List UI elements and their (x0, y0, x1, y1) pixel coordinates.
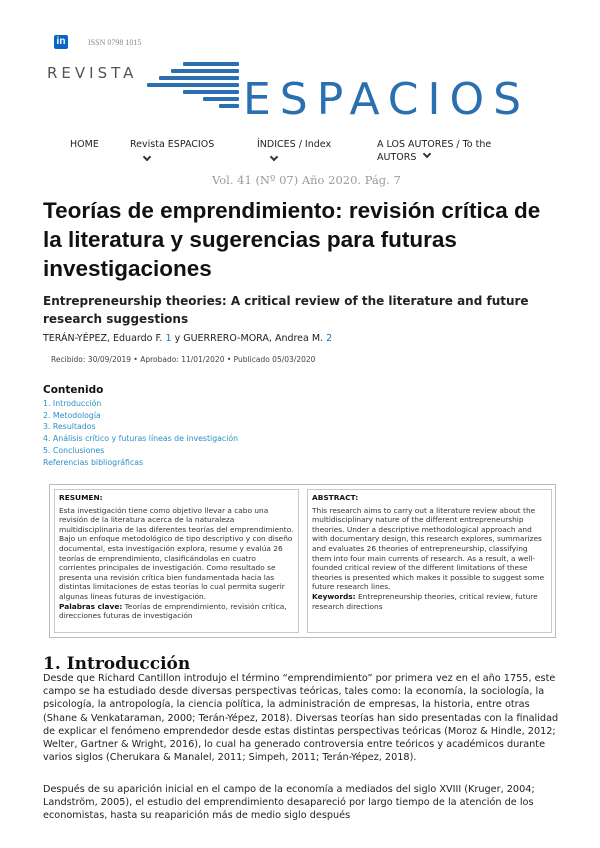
resumen-keywords (59, 602, 294, 621)
article-subtitle: Entrepreneurship theories: A critical review of the literature and future research suggestions (43, 294, 529, 326)
chevron-down-icon[interactable] (270, 153, 278, 161)
brand-small-text: REVISTA (47, 64, 138, 82)
table-of-contents (43, 384, 443, 468)
nav-item-label: HOME (70, 139, 99, 150)
volume-info: Vol. 41 (Nº 07) Año 2020. Pág. 7 (212, 173, 401, 187)
section-heading: 1. Introducción (43, 654, 191, 674)
chevron-down-icon[interactable] (423, 150, 431, 158)
journal-masthead[interactable] (47, 58, 557, 128)
article-title: Teorías de emprendimiento: revisión crítica de la literatura y sugerencias para futuras investigaciones (43, 198, 541, 281)
chevron-down-icon[interactable] (143, 153, 151, 161)
logo-stripes-icon (143, 62, 243, 118)
keywords-text: Entrepreneurship theories, critical review, future research directions (312, 591, 538, 611)
abstract-text: This research aims to carry out a literature review about the multidisciplinary nature of the different entrepreneurship theories. Under a descriptive methodological approach and with documentary design, this research explores, summarizes and evaluates 26 theories of entrepreneurship, classifying them into four main currents of research. As a result, a well-founded critical review of the different limitations of these theories is presented which makes it possible to suggest some future research lines. (312, 505, 545, 592)
keywords-label: Palabras clave: (59, 601, 123, 611)
nav-item-home[interactable] (70, 138, 99, 151)
toc-link[interactable]: 5. Conclusiones (43, 445, 105, 455)
issn-label: ISSN 0798 1015 (88, 37, 142, 47)
main-nav (70, 138, 540, 168)
author-affiliation-link[interactable]: 2 (326, 333, 333, 344)
nav-item-indices[interactable] (257, 138, 331, 160)
author-name: GUERRERO-MORA, Andrea M. (183, 333, 324, 344)
contents-heading: Contenido (43, 384, 104, 396)
nav-item-autores[interactable] (377, 138, 491, 164)
nav-item-label-line2: AUTORS (377, 152, 417, 163)
body-paragraph: Desde que Richard Cantillon introdujo el término “emprendimiento” por primera vez en el año 1755, este campo se ha estudiado desde diversas perspectivas teóricas, tales como: la economía, la sociología, la psicología, la antropología, la ciencia política, la administración de empresas, la historia, entre otras (Shane & Venkataraman, 2000; Terán-Yépez, 2018). Diversas teorías han sido presentadas con la finalidad de explicar el fenómeno emprendedor desde estas distintas perspectivas teóricas (Moroz & Hindle, 2012; Welter, Gartner & Wright, 2016), lo cual ha generado controversia entre teóricos y académicos durante varios siglos (Cherukara & Manalel, 2011; Simpeh, 2011; Terán-Yépez, 2018). (43, 673, 559, 764)
nav-item-revista[interactable] (130, 138, 214, 160)
nav-item-label: Revista ESPACIOS (130, 139, 215, 150)
author-name: TERÁN-YÉPEZ, Eduardo F. (43, 333, 163, 344)
toc-link[interactable]: 3. Resultados (43, 422, 96, 432)
body-paragraph: Después de su aparición inicial en el campo de la economía a mediados del siglo XVIII (Kruger, 2004; Landström, 2005), el estudio del emprendimiento desapareció por largo tiempo de la atención de los economistas, hasta su reaparición más de medio siglo después (43, 784, 535, 822)
author-affiliation-link[interactable]: 1 (165, 333, 172, 344)
keywords-label: Keywords: (312, 591, 356, 601)
abstract-box (49, 484, 556, 638)
author-conjunction: y (174, 333, 181, 344)
toc-link[interactable]: Referencias bibliográficas (43, 457, 144, 467)
nav-item-label: A LOS AUTORES / To the (377, 139, 492, 150)
resumen-column (54, 489, 299, 633)
top-bar (54, 35, 141, 49)
abstract-keywords (312, 592, 547, 611)
keywords-text: Teorías de emprendimiento, revisión crítica, direcciones futuras de investigación (59, 601, 287, 621)
nav-item-label: ÍNDICES / Index (257, 139, 332, 150)
linkedin-icon[interactable]: in (54, 35, 68, 49)
toc-link[interactable]: 4. Análisis crítico y futuras líneas de investigación (43, 434, 239, 444)
toc-link[interactable]: 2. Metodología (43, 410, 101, 420)
toc-link[interactable]: 1. Introducción (43, 399, 102, 408)
abstract-column (307, 489, 552, 633)
publication-dates: Recibido: 30/09/2019 • Aprobado: 11/01/2020 • Publicado 05/03/2020 (51, 355, 316, 364)
resumen-text: Esta investigación tiene como objetivo llevar a cabo una revisión de la literatura acerca de la naturaleza multidisciplinaria de las diferentes teorías del emprendimiento. Bajo un enfoque metodológico de tipo descriptivo y con diseño documental, esta investigación explora, resume y evalúa 26 teorías de emprendimiento, clasificándolas en cuatro corrientes principales de investigación. Como resultado se presenta una revisión crítica bien fundamentada hacia las distintas limitaciones de estas teorías lo cual permita sugerir algunas líneas futuras de investigación. (59, 505, 294, 601)
abstract-heading: ABSTRACT: (312, 493, 359, 502)
author-list (43, 333, 332, 344)
brand-large-text: ESPACIOS (243, 74, 531, 125)
resumen-heading: RESUMEN: (59, 493, 103, 502)
